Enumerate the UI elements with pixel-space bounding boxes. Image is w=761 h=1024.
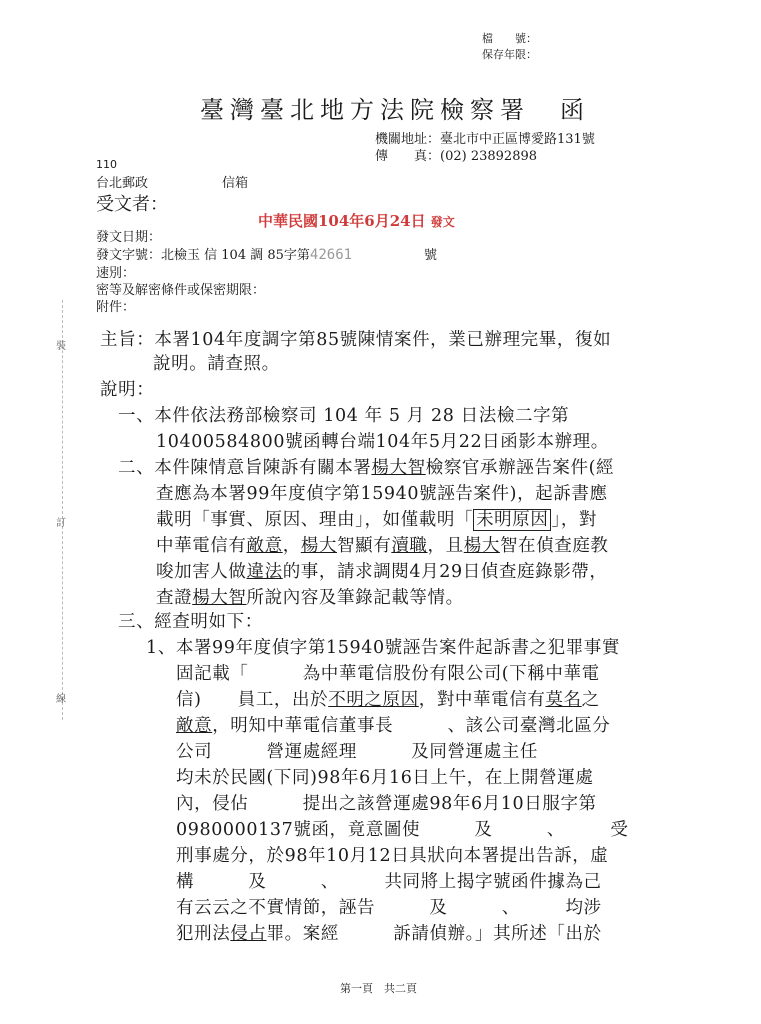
item-1-number: 一、 [118,406,155,426]
margin-mark-order: 訂 [56,518,66,529]
sub-1-line-7: 內，侵佔 提出之該營運處98年6月10日服字第 [176,794,597,814]
doc-number-suffix: 號 [424,248,438,263]
item-2-text-4a: 中華電信有 [156,536,247,556]
item-2-text-4b: ， [282,536,301,556]
dispatch-date-stamp [258,210,455,231]
item-2-line-5 [156,558,608,583]
fax-value: (02) 23892898 [440,149,538,164]
item-2-line-4 [156,532,609,557]
item-2-text-1b: 檢察官承辦誣告案件(經 [425,458,615,478]
sub-1-line-4 [176,712,610,737]
sub-1-line-1 [146,634,620,659]
item-2-text-6b: 所說內容及筆錄記載等情。 [246,588,464,608]
item-1-line-2: 10400584800號函轉台端104年5月22日函影本辦理。 [156,432,609,452]
underlined-inexplicable: 莫名 [545,690,582,710]
sub-1-text-12a: 犯刑法 [176,924,231,944]
underlined-hostility: 敵意 [246,536,283,556]
address-value: 臺北市中正區博愛路131號 [440,132,595,147]
subject-text-1: 本署104年度調字第85號陳情案件，業已辦理完畢，復如 [154,330,612,350]
sub-1-line-3 [176,686,600,711]
attachment-label: 附件： [96,300,136,315]
sub-1-text-3b: ，對中華電信有 [418,690,546,710]
item-2-line-6 [156,584,464,609]
document-title: 臺灣臺北地方法院檢察署 函 [200,96,590,124]
doc-number-label: 發文字號： [96,248,162,263]
item-3-number: 三、 [118,612,155,632]
sub-1-text-12b: 罪。案經 訴請偵辦。」其所述「出於 [266,924,602,944]
sub-1-line-8: 0980000137號函，竟意圖使 及 、 受 [176,820,629,840]
item-2-number: 二、 [118,458,155,478]
retention-label: 保存年限： [482,48,537,61]
address-label: 機關地址： [375,132,441,147]
sub-1-line-9: 刑事處分，於98年10月12日具狀向本署提出告訴，虛 [176,846,609,866]
item-2-text-4d: ，且 [427,536,464,556]
item-2-text-6a: 查證 [156,588,193,608]
subject-line-2: 說明。請查照。 [153,354,280,374]
file-number-label: 檔 號： [482,32,537,45]
underlined-hostility-2: 敵意 [176,716,213,736]
document-number [96,244,352,263]
sub-1-line-2: 固記載「 為中華電信股份有限公司(下稱中華電 [176,664,600,684]
item-2-text-3a: 載明「事實、原因、理由」，如僅載明「 [156,510,474,530]
sub-1-line-12 [176,920,602,945]
sub-1-line-10: 構 及 、 共同將上揭字號函件據為己 [176,872,602,892]
mailbox: 信箱 [222,176,249,191]
underlined-unknown-cause: 不明之原因 [328,690,419,710]
item-1-text-1: 本件依法務部檢察司 104 年 5 月 28 日法檢二字第 [154,406,570,426]
binding-line [62,300,64,720]
subject-label: 主旨： [100,330,155,350]
sub-1-line-6: 均未於民國(下同)98年6月16日上午，在上開營運處 [176,768,594,788]
item-2-text-5b: 的事，請求調閱4月29日偵查庭錄影帶， [282,562,608,582]
item-2-line-1 [118,454,614,479]
item-2-line-3 [156,506,597,531]
item-1-line-1 [118,402,569,427]
sub-1-number: 1、 [146,638,176,658]
item-2-text-5a: 唆加害人做 [156,562,247,582]
underlined-embezzlement: 侵占 [230,924,267,944]
sub-1-text-4b: ，明知中華電信董事長 、該公司臺灣北區分 [212,716,611,736]
underlined-name-2: 楊大 [463,536,500,556]
doc-number-prefix: 北檢玉 信 104 調 85字第 [161,248,310,263]
postcode: 110 [96,158,117,171]
sub-1-line-5: 公司 營運處經理 及同營運處主任 [176,742,593,762]
margin-mark-line: 線 [56,694,66,705]
sub-1-text-3c: 之 [581,690,600,710]
sub-1-line-11: 有云云之不實情節，誣告 及 、 均涉 [176,898,602,918]
doc-number-stamp: 42661 [309,247,353,263]
item-2-line-2: 查應為本署99年度偵字第15940號誣告案件)，起訴書應 [156,484,608,504]
speed-label: 速別： [96,266,136,281]
stamp-date: 中華民國104年6月24日 [258,212,426,230]
item-3-text: 經查明如下： [154,612,263,632]
explanation-label: 說明： [100,380,155,400]
boxed-phrase: 未明原因 [473,509,551,531]
secrecy-label: 密等及解密條件或保密期限： [96,283,266,298]
item-2-text-3b: 」，對 [551,510,598,530]
subject-line-1 [100,326,611,351]
dispatch-date-label: 發文日期： [96,230,162,245]
item-2-text-1a: 本件陳情意旨陳訴有關本署 [154,458,372,478]
underlined-name-3: 楊大智 [192,588,247,608]
post-office: 台北郵政 [96,176,149,191]
prosecutor-name: 楊大智 [371,458,426,478]
underlined-dereliction: 瀆職 [391,536,428,556]
recipient-label: 受文者： [96,194,168,215]
item-2-text-4c: 智顯有 [337,536,392,556]
underlined-illegal: 違法 [246,562,283,582]
sub-1-text-1: 本署99年度偵字第15940號誣告案件起訴書之犯罪事實 [175,638,620,658]
fax-label: 傳 真： [375,149,441,164]
item-3-line [118,608,263,633]
margin-mark-bind: 裝 [56,341,66,352]
stamp-suffix: 發文 [430,215,455,229]
underlined-name-1: 楊大 [300,536,338,556]
item-2-text-4e: 智在偵查庭教 [499,536,609,556]
page-number: 第一頁 共二頁 [340,982,417,995]
sub-1-text-3a: 信) 員工，出於 [176,690,329,710]
agency-fax [375,145,537,164]
